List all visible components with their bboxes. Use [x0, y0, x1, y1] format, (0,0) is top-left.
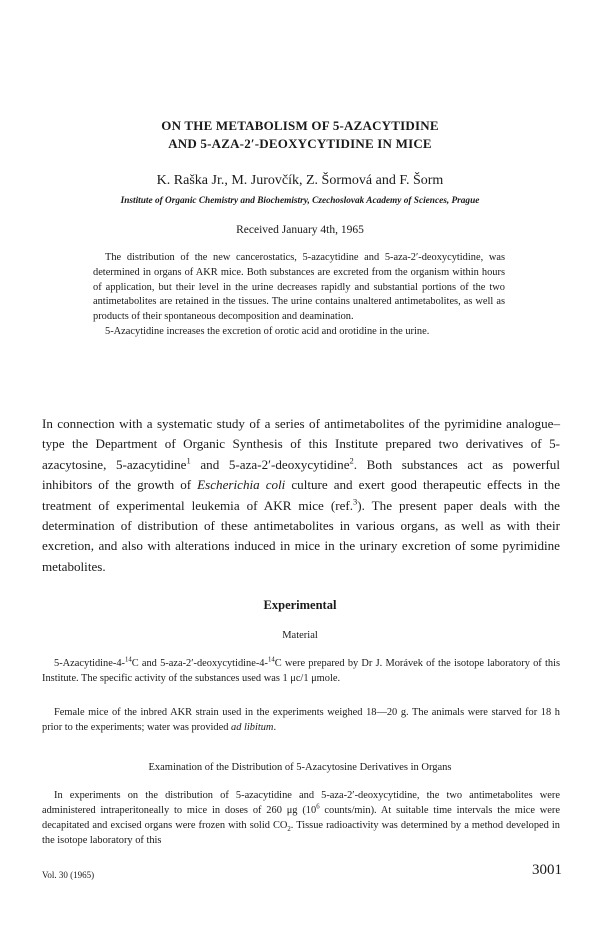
latin-phrase: ad libitum [231, 722, 274, 733]
subheading-material: Material [282, 630, 318, 641]
material-paragraph-2 [42, 705, 560, 735]
abstract-paragraph-1: The distribution of the new cancerostatics, 5-azacytidine and 5-aza-2′-deoxycytidine, was determined in organs of AKR mice. Both substances are excreted from the organism within hours of application, but their level in the urine decreases rapidly and substantial portions of the two antimetabolites are retained in the tissues. The urine contains unaltered antimetabolites, as well as products of their spontaneous decomposition and deamination. [93, 252, 505, 323]
subheading-distribution: Examination of the Distribution of 5-Azacytosine Derivatives in Organs [148, 762, 452, 773]
affiliation: Institute of Organic Chemistry and Biochemistry, Czechoslovak Academy of Sciences, Prague [120, 196, 480, 206]
ref-1: 1 [186, 455, 191, 466]
ref-2: 2 [349, 455, 354, 466]
received-date: Received January 4th, 1965 [236, 224, 364, 236]
material-text-a: 5-Azacytidine-4- [54, 658, 125, 669]
isotope-superscript: 14 [267, 656, 275, 664]
isotope-superscript: 14 [124, 656, 132, 664]
introduction-paragraph [42, 414, 560, 577]
volume-footer: Vol. 30 (1965) [42, 870, 95, 880]
authors: K. Raška Jr., M. Jurovčík, Z. Šormová and F. Šorm [156, 173, 444, 188]
abstract-paragraph-2: 5-Azacytidine increases the excretion of orotic acid and orotidine in the urine. [105, 325, 430, 337]
intro-text-5: ). The present paper deals with the determination of distribution of these antimetabolites in various organs, as well as with their excretion, and also with alterations induced in mice in the urinary excretion of some pyrimidine metabolites. [42, 497, 560, 574]
title-line-1: ON THE METABOLISM OF 5-AZACYTIDINE [161, 118, 439, 133]
section-heading-experimental: Experimental [263, 598, 337, 612]
material-text-c: C were prepared by Dr J. Morávek of the isotope laboratory of this Institute. The specific activity of the substances used was 1 μc/1 μmole. [42, 658, 560, 684]
intro-text-1: In connection with a systematic study of a series of antimetabolites of the pyrimidine analogue–type the Department of Organic Synthesis of this Institute prepared two derivatives of 5-azacytosine, 5-azacytidine [42, 416, 560, 472]
ref-3: 3 [353, 496, 358, 507]
distribution-text-b: counts/min). At suitable time intervals the mice were decapitated and excised organs were frozen with solid CO [42, 805, 560, 831]
distribution-paragraph [42, 788, 560, 848]
abstract [93, 251, 505, 340]
material-paragraph-1 [42, 656, 560, 686]
page-number: 3001 [532, 862, 562, 878]
intro-text-2: and 5-aza-2′-deoxycytidine [190, 456, 350, 472]
co2-subscript: 2 [287, 826, 291, 834]
exponent-superscript: 6 [316, 803, 320, 811]
material-text-d: Female mice of the inbred AKR strain used in the experiments weighed 18—20 g. The animals were starved for 18 h prior to the experiments; water was provided [42, 707, 560, 733]
distribution-text-a: In experiments on the distribution of 5-azacytidine and 5-aza-2′-deoxycytidine, the two antimetabolites were administered intraperitoneally to mice in doses of 260 μg (10 [42, 790, 560, 816]
material-text-b: C and 5-aza-2′-deoxycytidine-4- [131, 658, 268, 669]
material-text-e: . [273, 722, 277, 733]
distribution-text-c: . Tissue radioactivity was determined by a method developed in the isotope laboratory of this [42, 820, 560, 846]
intro-text-4: culture and exert good therapeutic effects in the treatment of experimental leukemia of AKR mice (ref. [42, 477, 560, 513]
organism-name: Escherichia coli [197, 477, 286, 493]
intro-text-3: . Both substances act as powerful inhibitors of the growth of [42, 456, 560, 493]
title-line-2: AND 5-AZA-2′-DEOXYCYTIDINE IN MICE [168, 136, 432, 151]
